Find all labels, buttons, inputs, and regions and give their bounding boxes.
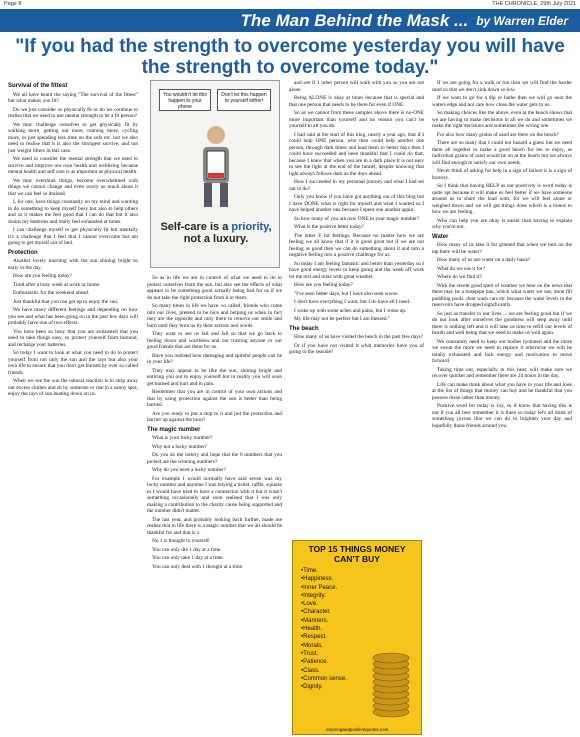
list-item: • Inner Peace. xyxy=(301,584,421,592)
paragraph: We may challenge ourselves to get physically fit by walking more, getting out more, running more, cycling more, or just spending less time on the sofa etc. but we also need to realise that it is also the strongest survive, and not just weight lifters in this case. xyxy=(8,121,138,154)
paragraph: I can challenge myself to get physically fit but mentally it's a challenge that I feel that I cannot overcome but am going to get myself out of bed. xyxy=(8,227,138,246)
column-3 xyxy=(289,80,424,358)
publication-date: THE CHRONICLE, 29th July 2021 xyxy=(492,1,576,7)
paragraph: So as we cannot from these samples above there is no-ONE more important than yourself and no reason you can't be yourself in all you do. xyxy=(289,110,424,129)
paragraph: There are so many that I could not hazard a guess but we need them all together to make a good beach for me to enjoy, as individual grains of sand would be on at the beach but we always will find enough to satisfy our own needs. xyxy=(432,140,572,166)
paragraph: The last year, and probably looking back further, made me realise that in life there is a magic number that we all should be thankful for and that is 1. xyxy=(147,516,282,536)
list-item: • Manners. xyxy=(301,617,421,625)
subheading: Water xyxy=(432,233,449,240)
page-number: Page 8 xyxy=(4,1,22,7)
paragraph: They want to see us fail and fall so that we go back to feeling down and worthless and not trusting anyone or our good friends that are there for us. xyxy=(147,331,282,350)
paragraph: So I think that having HELP as our positivity is word today is quite apt because it will make us feel better if we have someone around us to share the load with, for we will feel alone or weighed down and we will get things done which is a bonus to how we are feeling. xyxy=(432,183,572,215)
paragraph: Or if you have not visited it what memories have you of going to the seaside? xyxy=(289,342,424,355)
sticky-note-right: Don't let this happen to yourself either! xyxy=(217,89,271,111)
self-care-image xyxy=(150,80,280,268)
list-item: • Patience. xyxy=(301,658,421,666)
subheading: Protection xyxy=(8,249,38,256)
paragraph: Enthusiastic for the weekend ahead. xyxy=(13,290,90,296)
list-item: • Happiness. xyxy=(301,575,421,583)
list-item: • Dignity. xyxy=(301,683,421,691)
page-topbar xyxy=(0,0,580,8)
pull-quote: "If you had the strength to overcome yesterday you will have the strength to overcome today." xyxy=(15,36,565,78)
paragraph: You can only die 1 day at a time. xyxy=(152,546,222,553)
paragraph: and see if 1 other person will walk with you so you are not alone. xyxy=(289,80,424,93)
column-1 xyxy=(8,80,138,400)
list-item: • Time. xyxy=(301,567,421,575)
paragraph: Do we just consider us physically fit or do we continue to realise that we need to use mental strength to be a fit person? xyxy=(8,106,138,119)
column-4 xyxy=(432,80,572,431)
list-item: • Health. xyxy=(301,625,421,633)
list-item: • Trust. xyxy=(301,650,421,658)
list-item: • Class. xyxy=(301,667,421,675)
paragraph: With the recent good spell of weather we hear on the news that there may be a hosepipe ban, which what water we use, done fill paddling pools, dont wash cars etc because the water levels in the reservoirs have dropped significantly. xyxy=(432,282,572,308)
subheading: The beach xyxy=(289,325,319,332)
paragraph: So how many of you are now ONE in your magic number? xyxy=(294,215,420,222)
paragraph: What do we use it for? xyxy=(437,265,486,272)
money-cant-buy-list xyxy=(292,540,422,735)
article-byline: by Warren Elder xyxy=(476,13,568,28)
paragraph: The letter F for feelings. Because no matter how we are feeling we all know that if it is good great but if we are not feeling as good then we can do something about it and turn a negative feeling into a positive challenge for us. xyxy=(289,232,424,258)
paragraph: How many of us have visited the beach in the past few days? xyxy=(294,334,424,340)
paragraph: Have you realised how damaging and spiteful people can be in your life? xyxy=(147,352,282,365)
paragraph: Just thankful that you can get up to enjoy the sun. xyxy=(13,298,119,305)
list-source-url: inspiringandpositivequotes.com xyxy=(325,727,389,732)
paragraph: So today I want to look at what you need to do to protect yourself from not only the sun and the rays but also your own life to ensure that you don't get burned by over so called friends. xyxy=(8,350,138,376)
paragraph: They may appear to be like the sun, shining bright and enticing you out to enjoy yourself but in reality you will soon get burned and hurt and in pain. xyxy=(147,367,282,387)
paragraph: Where do we find it? xyxy=(437,274,482,280)
paragraph: How I succeeded in my personal journey and what I had set out to do? xyxy=(289,179,424,192)
paragraph: Why do you need a lucky number? xyxy=(152,467,227,473)
paragraph: Being ALONE is okay at times because that is special and that one person that needs to be there for even if ONE. xyxy=(289,95,424,108)
paragraph: Who can help you are okay is easier than having to explain why you're not. xyxy=(432,217,572,230)
paragraph: For also how many grains of sand are there on the beach? xyxy=(437,131,559,138)
list-item: • Common sense. xyxy=(301,675,421,683)
article-title: The Man Behind the Mask ... xyxy=(240,10,469,30)
paragraph: Why not a lucky number? xyxy=(152,443,208,450)
article-banner xyxy=(0,9,580,32)
paragraph: For example I would normally have said seven was my lucky number and anytime I was buying a ticket, raffle, squares to I would have tried to have a connection with it but it wasn't something occasionally and soon realised that I was only making a contribution to the charity cause being supported and the number didn't matter. xyxy=(147,475,282,514)
paragraph: Another lovely morning with the sun shining bright so early in the day. xyxy=(8,258,138,271)
subheading: Survival of the fittest xyxy=(8,83,68,89)
coin-stack-icon xyxy=(367,612,415,722)
paragraph: When we see the sun the natural reaction is to strip away our excess clothes and sit by someone or rise in a sunny spot, enjoy the rays of sun beating down on us. xyxy=(8,378,138,397)
paragraph: Are you ready to put a stop to it and put the protection and barrier up against the burn? xyxy=(147,410,282,423)
paragraph: Never think of asking for help in a sign of failure it is a sign of bravery. xyxy=(432,168,572,181)
paragraph: So today I am feeling fantastic and better than yesterday so I have good energy levels to keep going and the week off work let me rest and relax with great weather. xyxy=(289,260,424,280)
paragraph: So as in life we are in control of what we need to do to protect ourselves from the sun, but also see the effects of what appears to be something good actually being bad for us if we do not take the right protection from it or them. xyxy=(147,275,282,301)
paragraph: Do you do the lottery and hope that the 6 numbers that you picked are the winning numbers? xyxy=(147,452,282,465)
paragraph: What is the positive letter today? xyxy=(294,224,364,230)
paragraph: I don't have everything I want, but I do have all I need. xyxy=(294,299,411,305)
paragraph: I had said at the start of this blog, nearly a year ago, that if I could help ONE person, who then could help another one person, through dark times and lead them to better days then I could have succeeded and been thankful that I could do that, because I knew that when you are in a dark place it is not easy to see the light at the end of the tunnel, despite knowing that light always follows dark as the days ahead. xyxy=(289,131,424,177)
list-item: • Morals. xyxy=(301,642,421,650)
paragraph: Only you know if you have got anything out of this blog but I have DONE what is right for myself and what I wanted so I have helped another one because I spent one another again. xyxy=(289,194,424,213)
paragraph: You have been so busy that you are exhausted that you need to take things easy, so protect yourself from burnout, and recharge your batteries. xyxy=(8,328,138,348)
paragraph: Tired after a busy week at work or home. xyxy=(13,281,101,288)
paragraph: "I've seen better days, but I have also seen worse. xyxy=(294,290,399,297)
paragraph: My life may not be perfect but I am blessed." xyxy=(294,316,391,322)
list-item: • Love. xyxy=(301,600,421,608)
subheading: The magic number xyxy=(147,426,201,433)
paragraph: We constantly need to keep our bodies hydrated and the more we sweat the more we need to replace it otherwise we will be totally exhausted and lack energy and motivation to move forward. xyxy=(432,338,572,364)
paragraph: If we want to go for a dip or bathe then we will go near the waters edge and not care how close the water gets to us. xyxy=(432,95,572,108)
paragraph: How are you feeling today? xyxy=(294,282,353,288)
paragraph: How many of us use water on a daily basis? xyxy=(437,257,531,263)
battery-figure-icon xyxy=(181,121,251,211)
paragraph: We may overthink things, become overwhelmed with things we cannot change and even worry so much about it that we can feel so drained. xyxy=(8,177,138,197)
paragraph: How are you feeling today? xyxy=(13,273,72,279)
list-item: • Integrity. xyxy=(301,592,421,600)
paragraph: Life can make think about what you have in your life and look at the list of things that money can buy and be thankful that you possess these rather than money. xyxy=(432,381,572,401)
paragraph: We need to consider the mental strength that we need to survive and improve our own health and wellbeing because mental health and self care is as important as physical health. xyxy=(8,156,138,175)
list-item: • Respect. xyxy=(301,633,421,641)
paragraph: So many times in life we have, so called, friends who come into our lives, pretend to be nice and helping us when in fact they are the opposite and only there to remove our smile and burn until they burn us by their actions and words. xyxy=(147,303,282,329)
paragraph: What is your lucky number? xyxy=(152,435,213,441)
paragraph: How many of us take it for granted that when we turn on the tap there will be water? xyxy=(432,242,572,255)
sticky-note-left: You wouldn't let this happen to your phone xyxy=(159,89,211,111)
list-title: TOP 15 THINGS MONEY CAN'T BUY xyxy=(308,544,406,564)
image-caption: Self-care is a priority, not a luxury. xyxy=(160,221,272,245)
paragraph: Taking time out, especially in this heat, will make sure we recover quicker and remember there are 24 hours in the day. xyxy=(432,366,572,379)
paragraph: So making choices like the above, even at the beach shows that we are having to make decisions in all we do and sometimes we make the right decisions and sometimes the wrong one. xyxy=(432,110,572,129)
paragraph: We have many different feelings and depending on how you see and what has been going on in the past few days will probably have one of two effects. xyxy=(8,307,138,326)
paragraph: No 1 is thought to yourself. xyxy=(152,538,211,544)
paragraph: Positive word for today is Joy, so if know that having this is not if you all best remember it is there so today let's all think of something joyous that we can do to brighten your day and hopefully those friends around you. xyxy=(432,403,572,429)
list-item: • Character. xyxy=(301,608,421,616)
paragraph: If we are going for a walk or run then we will find the harder sand so that we don't sink down so low. xyxy=(432,80,572,93)
paragraph: I, for one, have things constantly on my mind and wanting to do something to keep myself busy but also to help others and so it makes me feel good that I can do that but it also drains my batteries and really feel exhausted at times. xyxy=(8,199,138,225)
paragraph: I woke up with some aches and pains, but I woke up. xyxy=(294,307,407,314)
paragraph: You can only deal with 1 thought at a time. xyxy=(152,563,244,570)
paragraph: Remember that you are in control of your own actions and that by using protection against the sun is better than being burned. xyxy=(147,389,282,408)
paragraph: So just as transfer to our lives ... we are feeling good but if we do not look after ourselves the goodness will seep away until there is nothing left and it will take us time to refill our levels of health and well being that we need to make us well again. xyxy=(432,310,572,336)
paragraph: We all have heard the saying "The survival of the fittest" but what makes you fit? xyxy=(8,91,138,104)
column-2 xyxy=(147,275,282,572)
paragraph: You can only take 1 day at a time. xyxy=(152,555,224,561)
